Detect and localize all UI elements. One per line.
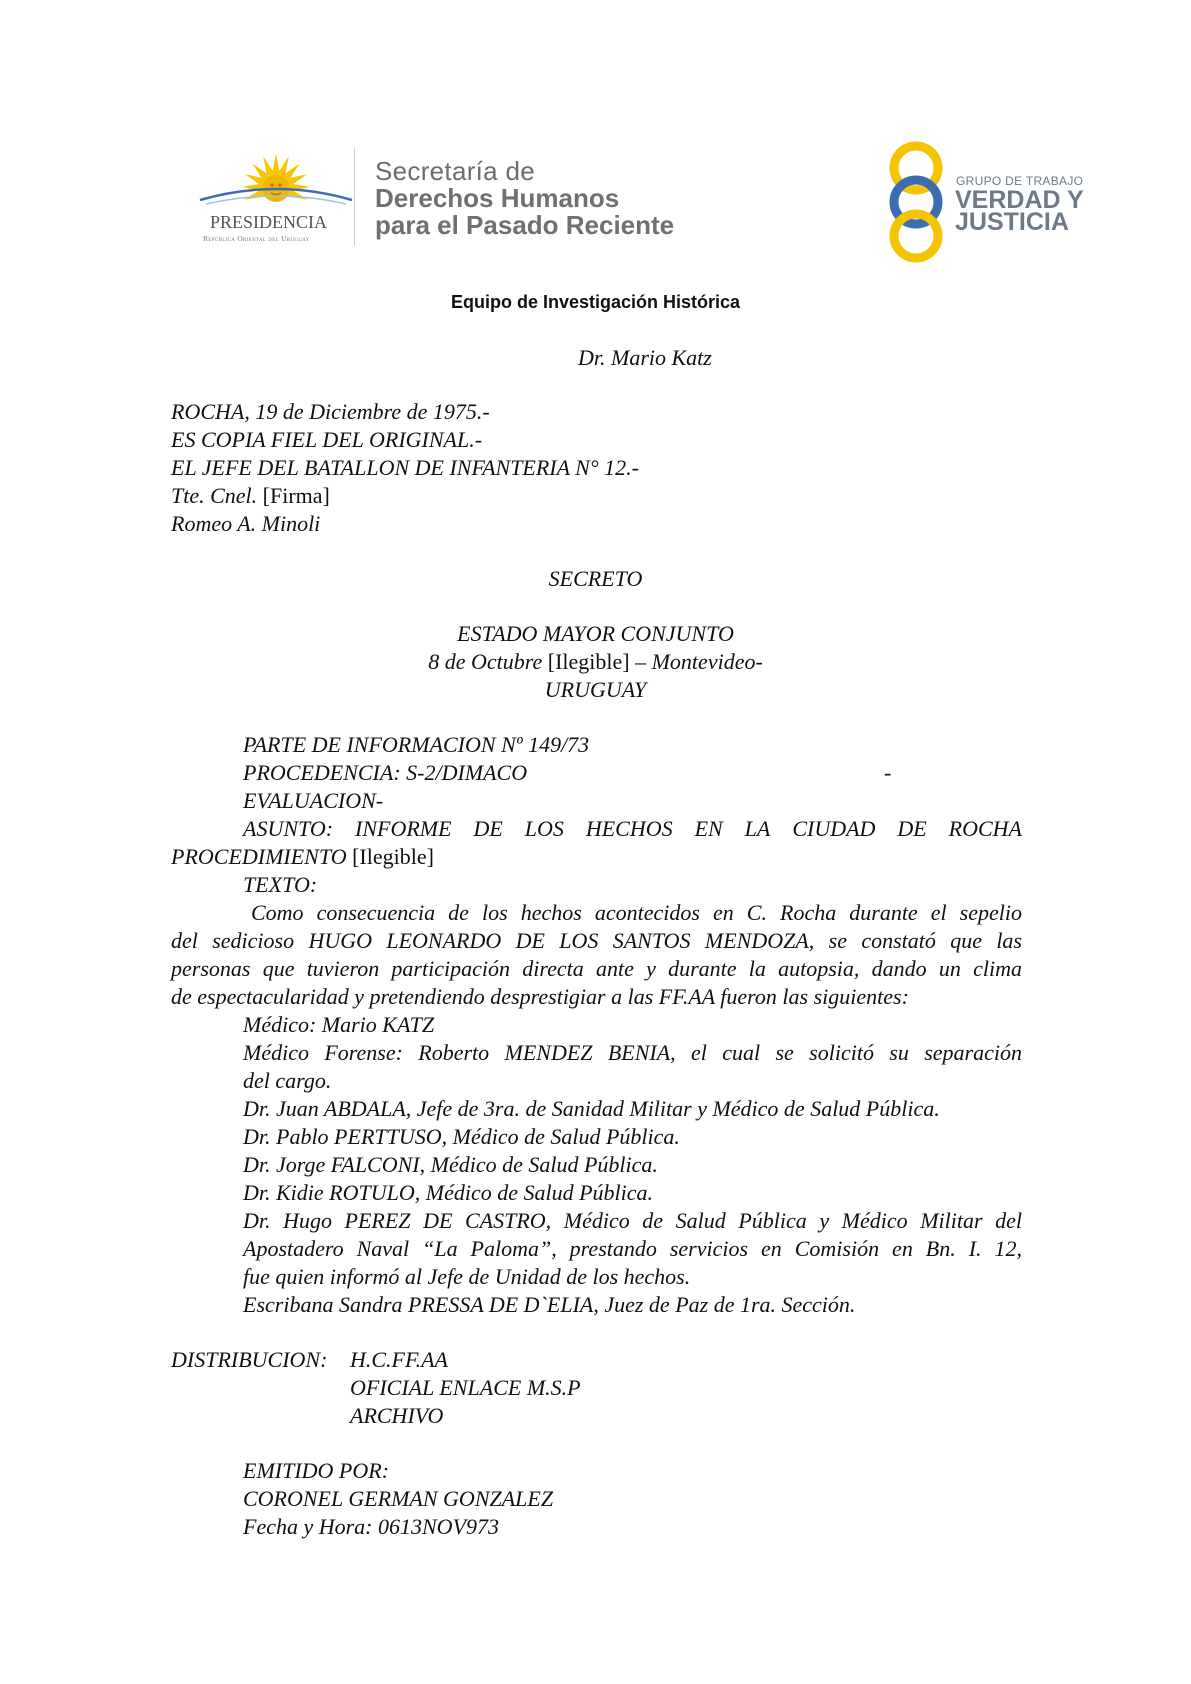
procedimiento-label: PROCEDIMIENTO (171, 844, 347, 869)
asunto-word: LOS (524, 816, 564, 841)
secretaria-line-2: Derechos Humanos (375, 183, 620, 213)
estado-line-1: ESTADO MAYOR CONJUNTO (457, 621, 734, 646)
asunto-word: EN (694, 816, 723, 841)
secretaria-line-1: Secretaría de (375, 156, 535, 186)
persona-line: Dr. Kidie ROTULO, Médico de Salud Pública. (243, 1180, 654, 1205)
distribucion-item: OFICIAL ENLACE M.S.P (350, 1375, 581, 1400)
asunto-word: CIUDAD (792, 816, 876, 841)
texto-line: de espectacularidad y pretendiendo desprestigiar a las FF.AA fueron las siguientes: (171, 984, 909, 1009)
copia-line-1: ROCHA, 19 de Diciembre de 1975.- (171, 399, 490, 424)
vyj-title-line-2: JUSTICIA (955, 208, 1069, 236)
persona-line: del cargo. (243, 1068, 332, 1093)
estado-city: – Montevideo- (635, 649, 763, 674)
asunto-word: DE (473, 816, 503, 841)
asunto-line (243, 815, 1022, 843)
procedencia-dash: - (884, 760, 892, 785)
asunto-word: HECHOS (585, 816, 673, 841)
estado-line-3: URUGUAY (544, 677, 647, 702)
secretaria-line-3: para el Pasado Reciente (375, 210, 675, 240)
persona-line: Dr. Jorge FALCONI, Médico de Salud Pública. (243, 1152, 658, 1177)
asunto-word: DE (897, 816, 927, 841)
asunto-word: LA (744, 816, 771, 841)
emitido-nombre: CORONEL GERMAN GONZALEZ (243, 1486, 554, 1511)
persona-line: Dr. Pablo PERTTUSO, Médico de Salud Pública. (243, 1124, 680, 1149)
vyj-title-line-1: VERDAD Y (955, 186, 1084, 214)
asunto-word: ROCHA (948, 816, 1022, 841)
asunto-word: INFORME (355, 816, 452, 841)
copia-line-2: ES COPIA FIEL DEL ORIGINAL.- (171, 427, 483, 452)
copia-line-4 (171, 482, 330, 510)
presidencia-sub-label: República Oriental del Uruguay (203, 234, 310, 243)
evaluacion: EVALUACION- (243, 788, 384, 813)
persona-line: Dr. Hugo PEREZ DE CASTRO, Médico de Salud Pública y Médico Militar del (243, 1208, 1022, 1233)
parte-numero: PARTE DE INFORMACION Nº 149/73 (243, 732, 590, 757)
rank-label: Tte. Cnel. (171, 483, 258, 508)
copia-line-5: Romeo A. Minoli (171, 511, 321, 536)
header-divider (354, 148, 355, 246)
asunto-word: ASUNTO: (243, 816, 334, 841)
persona-line: Dr. Juan ABDALA, Jefe de 3ra. de Sanidad Militar y Médico de Salud Pública. (243, 1096, 940, 1121)
distribucion-item: H.C.FF.AA (350, 1347, 448, 1372)
procedimiento-ilegible: [Ilegible] (352, 844, 434, 869)
distribucion-item: ARCHIVO (350, 1403, 444, 1428)
texto-line: Como consecuencia de los hechos acontecidos en C. Rocha durante el sepelio (251, 900, 1022, 925)
persona-line: Escribana Sandra PRESSA DE D`ELIA, Juez de Paz de 1ra. Sección. (243, 1292, 856, 1317)
texto-line: del sedicioso HUGO LEONARDO DE LOS SANTOS MENDOZA, se constató que las (171, 928, 1022, 953)
vyj-small-label: GRUPO DE TRABAJO (956, 174, 1084, 188)
presidencia-label: PRESIDENCIA (210, 212, 328, 232)
texto-line: personas que tuvieron participación directa ante y durante la autopsia, dando un clima (171, 956, 1022, 981)
persona-line: fue quien informó al Jefe de Unidad de los hechos. (243, 1264, 691, 1289)
emitido-label: EMITIDO POR: (243, 1458, 390, 1483)
doctor-name: Dr. Mario Katz (578, 345, 712, 370)
texto-label: TEXTO: (243, 872, 318, 897)
distribucion-label: DISTRIBUCION: (171, 1347, 328, 1372)
estado-ilegible: [Ilegible] (547, 649, 630, 674)
secretaria-title (375, 158, 674, 239)
persona-line: Médico: Mario KATZ (243, 1012, 435, 1037)
estado-date: 8 de Octubre (428, 649, 543, 674)
secreto-label: SECRETO (548, 566, 643, 591)
emitido-fecha: Fecha y Hora: 0613NOV973 (243, 1514, 500, 1539)
procedimiento-line (171, 843, 434, 871)
firma-label: [Firma] (262, 483, 330, 508)
equipo-heading: Equipo de Investigación Histórica (450, 292, 741, 312)
copia-line-3: EL JEFE DEL BATALLON DE INFANTERIA N° 12.- (171, 455, 639, 480)
persona-line: Apostadero Naval “La Paloma”, prestando servicios en Comisión en Bn. I. 12, (243, 1236, 1022, 1261)
estado-line-2 (0, 648, 1191, 676)
procedencia: PROCEDENCIA: S-2/DIMACO (243, 760, 528, 785)
persona-line: Médico Forense: Roberto MENDEZ BENIA, el cual se solicitó su separación (243, 1040, 1022, 1065)
